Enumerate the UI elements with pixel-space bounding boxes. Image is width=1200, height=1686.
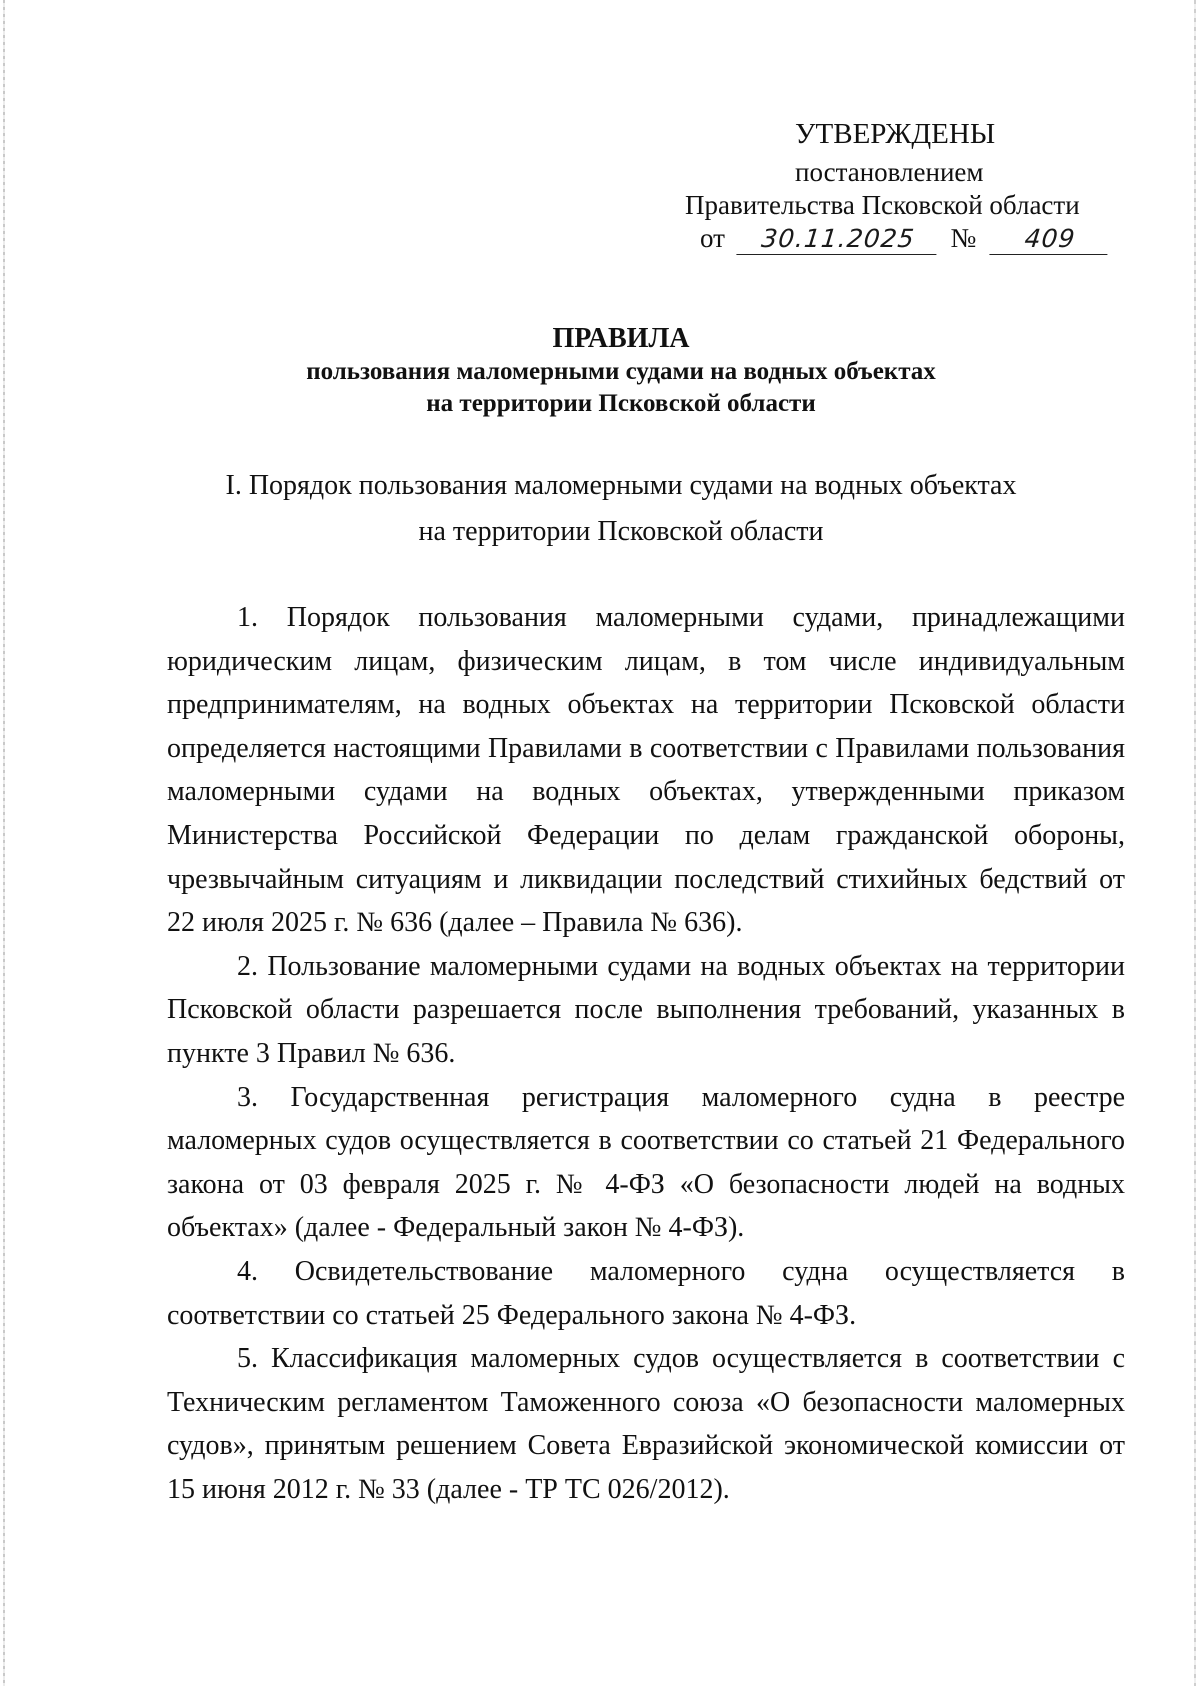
approval-authority: Правительства Псковской области xyxy=(685,190,1080,220)
scan-edge xyxy=(1194,0,1196,1686)
paragraph-4: 4. Освидетельствование маломерного судна осуществляется в соответствии со статьей 25 Федерального закона № 4-ФЗ. xyxy=(167,1255,1125,1331)
number-sign: № xyxy=(950,223,977,253)
handwritten-number: 409 xyxy=(989,224,1110,255)
paragraph-2: 2. Пользование маломерными судами на водных объектах на территории Псковской области разрешается после выполнения требований, указанных в пункте 3 Правил № 636. xyxy=(167,950,1125,1069)
scan-edge xyxy=(3,0,5,1686)
approval-date-line xyxy=(700,222,1109,255)
section-heading-line-1: I. Порядок пользования маломерными судами на водных объектах xyxy=(225,470,1017,501)
paragraph-5: 5. Классификация маломерных судов осуществляется в соответствии с Техническим регламентом Таможенного союза «О безопасности маломерных судов», принятым решением Совета Евразийской экономической комиссии от 15 июня 2012 г. № 33 (далее - ТР ТС 026/2012). xyxy=(167,1343,1125,1505)
approval-heading: УТВЕРЖДЕНЫ xyxy=(795,118,996,150)
paragraph-3: 3. Государственная регистрация маломерного судна в реестре маломерных судов осуществляется в соответствии со статьей 21 Федерального закона от 03 февраля 2025 г. № 4-ФЗ «О безопасности людей на водных объектах» (далее - Федеральный закон № 4-ФЗ). xyxy=(167,1081,1125,1244)
title-main: ПРАВИЛА xyxy=(552,323,690,354)
title-line-2: на территории Псковской области xyxy=(426,390,816,417)
document-body xyxy=(167,596,1125,1511)
section-heading xyxy=(42,463,1200,555)
approval-decree-label: постановлением xyxy=(795,157,984,187)
section-heading-line-2: на территории Псковской области xyxy=(418,516,824,547)
date-prefix: от xyxy=(700,223,725,253)
document-title xyxy=(0,322,1200,420)
paragraph-1: 1. Порядок пользования маломерными судами, принадлежащими юридическим лицам, физическим лицам, в том числе индивидуальным предпринимателям, на водных объектах на территории Псковской области определяется настоящими Правилами в соответствии с Правилами пользования маломерными судами на водных объектах, утвержденными приказом Министерства Российской Федерации по делам гражданской обороны, чрезвычайным ситуациям и ликвидации последствий стихийных бедствий от 22 июля 2025 г. № 636 (далее – Правила № 636). xyxy=(167,602,1125,939)
title-line-1: пользования маломерными судами на водных объектах xyxy=(306,358,936,385)
handwritten-date: 30.11.2025 xyxy=(736,224,939,255)
